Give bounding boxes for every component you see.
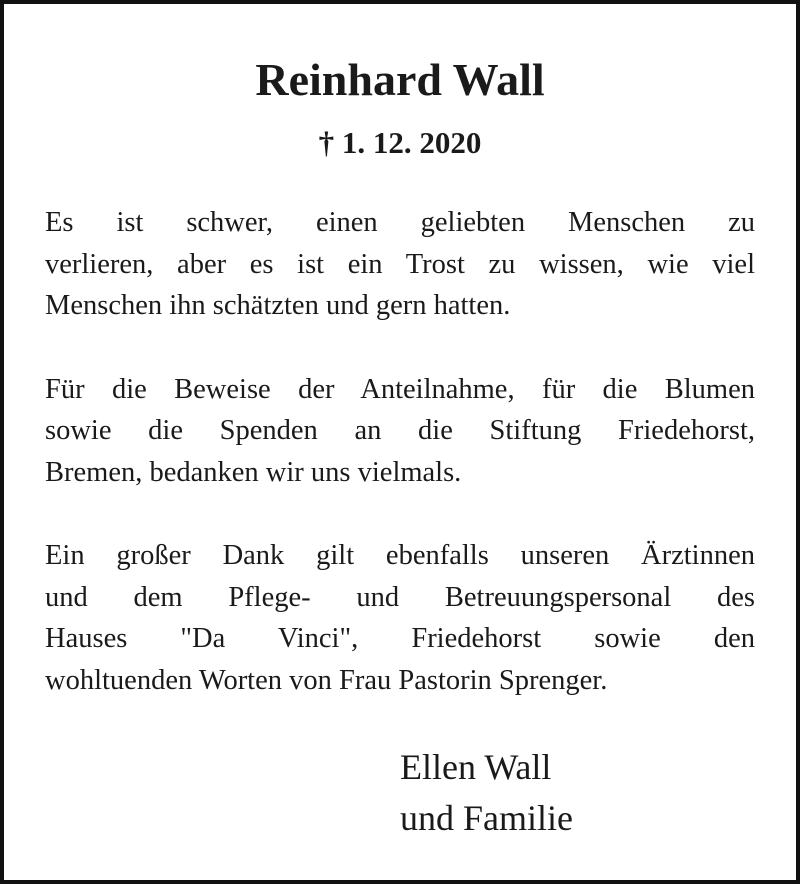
notice-body (45, 202, 755, 701)
paragraph-1 (45, 202, 755, 327)
text-line: verlieren, aber es ist ein Trost zu wissen, wie viel (45, 248, 755, 280)
text-line: wohltuenden Worten von Frau Pastorin Sprenger. (45, 664, 608, 696)
paragraph-3 (45, 535, 755, 701)
text-line: und dem Pflege- und Betreuungspersonal des (45, 581, 755, 613)
death-date: † 1. 12. 2020 (318, 125, 482, 160)
text-line: Hauses "Da Vinci", Friedehorst sowie den (45, 623, 755, 654)
text-line: Menschen ihn schätzten und gern hatten. (45, 290, 511, 321)
text-line: Bremen, bedanken wir uns vielmals. (45, 456, 462, 488)
text-line: sowie die Spenden an die Stiftung Friedehorst, (45, 415, 755, 446)
paragraph-2 (45, 369, 755, 494)
text-line: Es ist schwer, einen geliebten Menschen zu (45, 207, 755, 238)
deceased-name: Reinhard Wall (255, 54, 545, 105)
signature (400, 742, 573, 844)
text-line: Ein großer Dank gilt ebenfalls unseren Ärztinnen (45, 540, 755, 571)
signature-name: Ellen Wall (400, 747, 552, 787)
text-line: Für die Beweise der Anteilnahme, für die Blumen (45, 373, 755, 405)
signature-family: und Familie (400, 798, 573, 838)
